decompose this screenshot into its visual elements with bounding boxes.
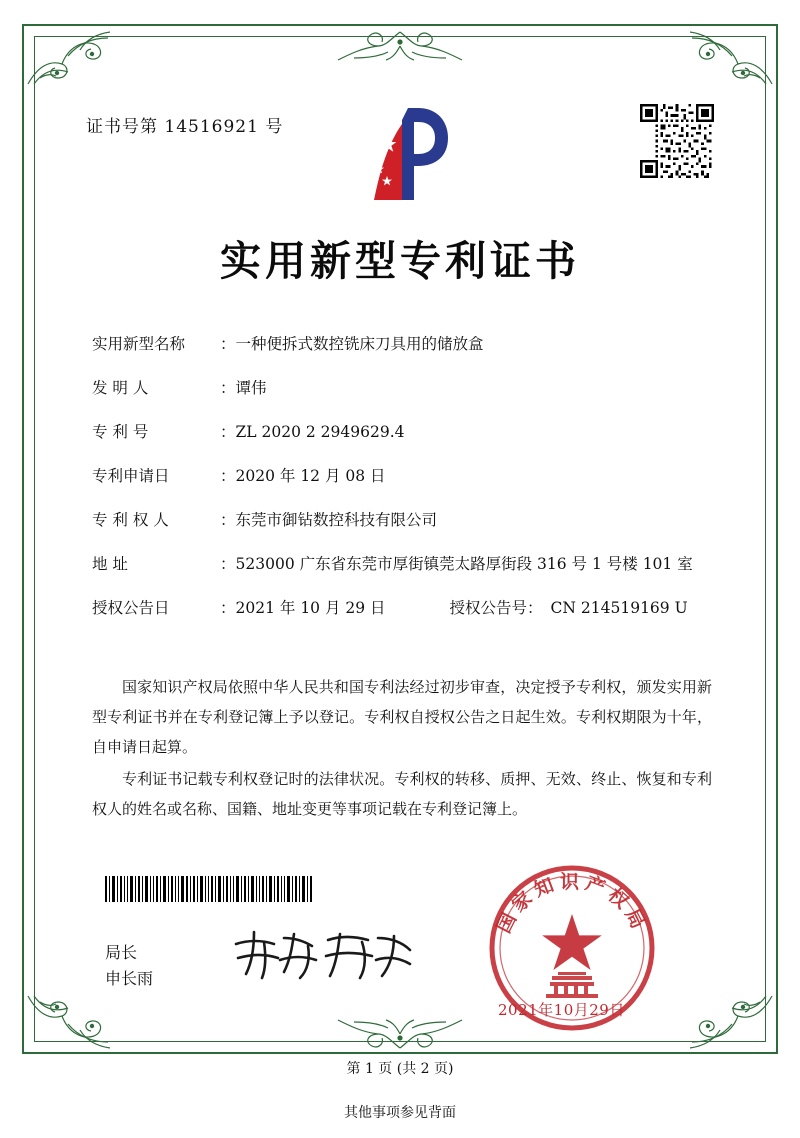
field-colon: ： (220, 511, 236, 530)
page-number: 第 1 页 (共 2 页) (346, 1061, 454, 1077)
field-value: 2020 年 12 月 08 日 (235, 467, 386, 486)
field-subvalue: CN 214519169 U (550, 599, 688, 618)
field-value: 谭伟 (235, 379, 267, 398)
field-row-utility-model-name (92, 332, 712, 356)
signature-block (105, 940, 153, 991)
handwritten-signature-icon (228, 924, 418, 986)
field-label: 专 利 权 人 (92, 511, 169, 530)
top-edge-ornament-icon (300, 26, 500, 68)
field-colon: ： (220, 335, 236, 353)
legal-text (92, 672, 712, 826)
field-value: ZL 2020 2 2949629.4 (235, 423, 405, 442)
field-subcolon: ： (527, 599, 543, 618)
barcode (105, 876, 315, 902)
field-colon: ： (220, 379, 236, 398)
field-colon: ： (220, 599, 236, 618)
certificate-number: 证书号第 14516921 号 (86, 117, 284, 137)
legal-paragraph: 国家知识产权局依照中华人民共和国专利法经过初步审查，决定授予专利权，颁发实用新型专利证书并在专利登记簿上予以登记。专利权自授权公告之日起生效。专利权期限为十年，自申请日起算。 (92, 678, 712, 756)
field-value: 2021 年 10 月 29 日 (235, 599, 386, 618)
field-label: 发 明 人 (92, 379, 149, 398)
qr-code-icon (640, 104, 714, 178)
footer-note: 其他事项参见背面 (344, 1105, 456, 1121)
director-role-label: 局长 (105, 943, 138, 962)
page-title: 实用新型专利证书 (220, 237, 580, 285)
field-colon: ： (220, 467, 236, 486)
field-value: 东莞市御钻数控科技有限公司 (235, 511, 438, 530)
field-value: 523000 广东省东莞市厚街镇莞太路厚街段 316 号 1 号楼 101 室 (235, 555, 693, 574)
field-label: 专 利 号 (92, 423, 149, 442)
field-row-inventor (92, 376, 712, 400)
director-name-label: 申长雨 (105, 968, 154, 988)
field-row-patentee (92, 508, 712, 532)
field-row-patent-number (92, 420, 712, 444)
field-label: 授权公告日 (92, 599, 170, 618)
field-label: 专利申请日 (92, 467, 170, 486)
field-row-grant-announcement (92, 596, 712, 620)
svg-text:国家知识产权局: 国家知识产权局 (492, 871, 652, 937)
seal-date: 2021年10月29日 (498, 1001, 625, 1019)
field-row-application-date (92, 464, 712, 488)
certificate-fields (92, 332, 712, 640)
field-sublabel: 授权公告号 (449, 599, 528, 618)
field-value: 一种便拆式数控铣床刀具用的储放盒 (235, 335, 484, 353)
cnipa-logo-icon (352, 100, 464, 212)
legal-paragraph: 专利证书记载专利权登记时的法律状况。专利权的转移、质押、无效、终止、恢复和专利权人的姓名或名称、国籍、地址变更等事项记载在专利登记簿上。 (92, 770, 712, 818)
field-row-address (92, 552, 712, 576)
field-label: 实用新型名称 (92, 335, 186, 353)
field-colon: ： (220, 423, 236, 442)
field-label: 地 址 (92, 555, 128, 574)
bottom-edge-ornament-icon (300, 1012, 500, 1054)
field-colon: ： (220, 555, 236, 574)
